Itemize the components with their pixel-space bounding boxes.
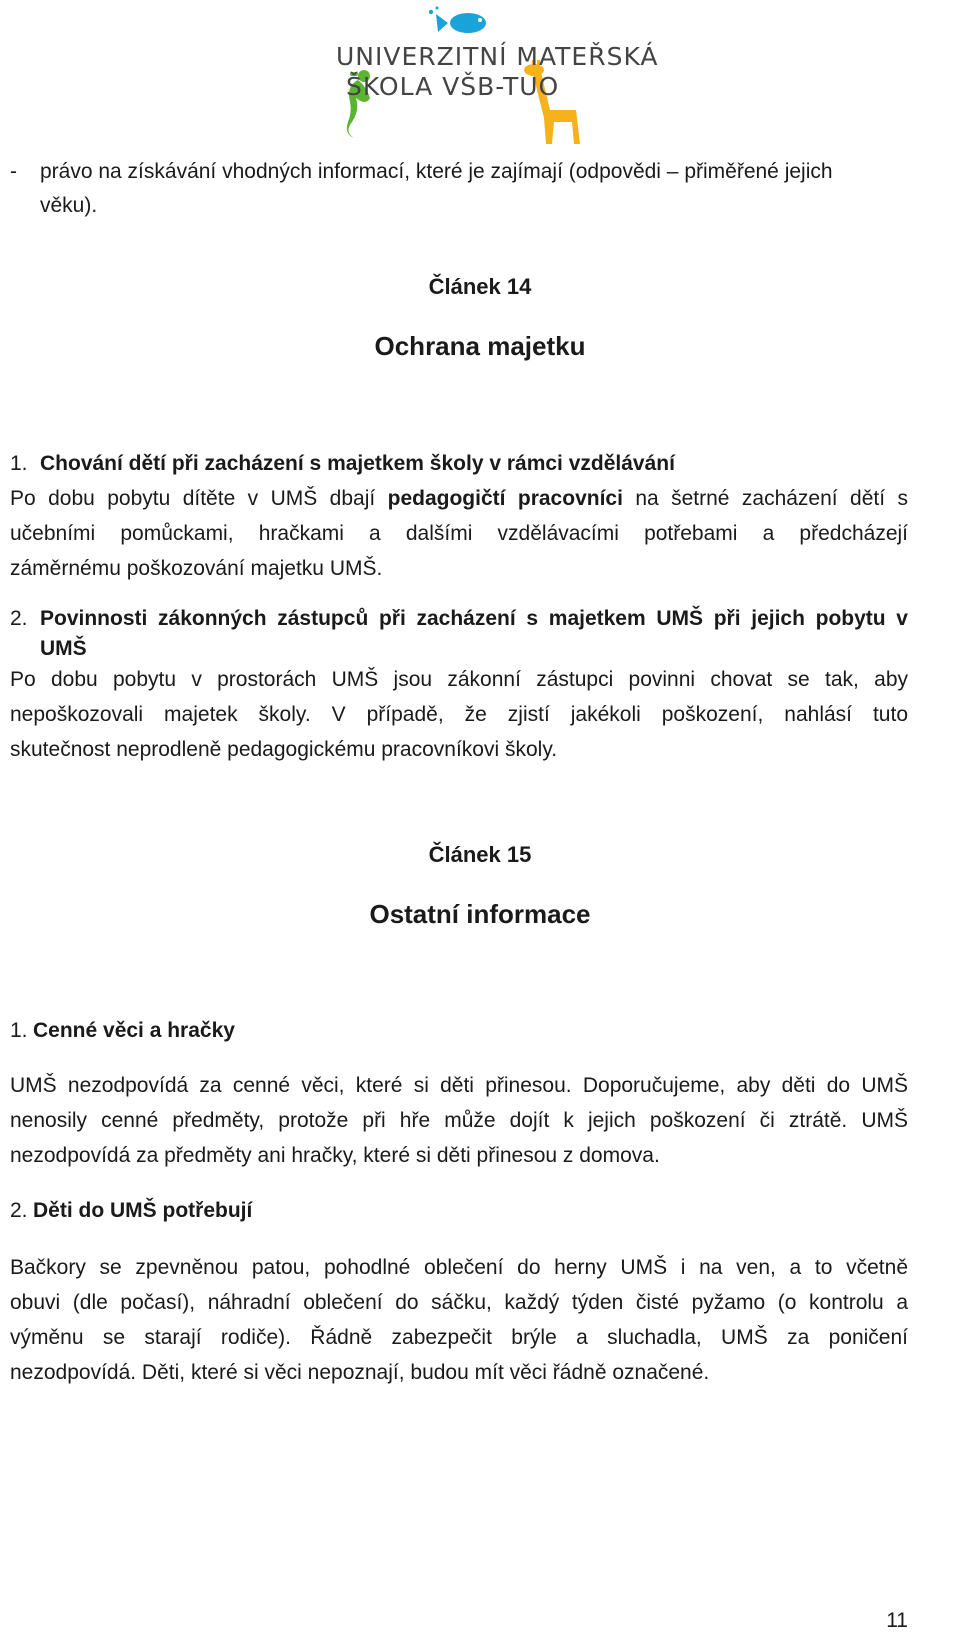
article-14-item-2-line-2: nepoškozovali majetek školy. V případě, že zjistí jakékoli poškození, nahlásí tuto [10, 703, 908, 726]
article-15-item-1-heading: Cenné věci a hračky [33, 1019, 235, 1042]
article-14-item-1-line-2: učebními pomůckami, hračkami a dalšími vzdělávacími potřebami a předcházejí [10, 522, 908, 545]
article-15-title: Ostatní informace [369, 899, 591, 929]
article-15-item-2-line-1: Bačkory se zpevněnou patou, pohodlné oblečení do herny UMŠ i na ven, a to včetně [10, 1256, 908, 1279]
intro-line-1: právo na získávání vhodných informací, které je zajímají (odpovědi – přiměřené jejich [40, 160, 833, 183]
article-15-item-2-line-2: obuvi (dle počasí), náhradní oblečení do sáčku, každý týden čisté pyžamo (o kontrolu a [10, 1291, 908, 1314]
page-number: 11 [886, 1609, 908, 1632]
intro-line-2: věku). [40, 194, 98, 217]
article-14-item-2-heading-line-1: Povinnosti zákonných zástupců při zacházení s majetkem UMŠ při jejich pobytu v [40, 607, 908, 630]
article-14-item-2-line-1: Po dobu pobytu v prostorách UMŠ jsou zákonní zástupci povinni chovat se tak, aby [10, 668, 908, 691]
article-15-item-2-line-3: výměnu se starají rodiče). Řádně zabezpečit brýle a sluchadla, UMŠ za poničení [10, 1326, 908, 1349]
article-14-item-2-heading-line-2: UMŠ [40, 637, 87, 660]
logo-text-line1: UNIVERZITNÍ MATEŘSKÁ [336, 42, 659, 71]
article-15-label: Článek 15 [428, 842, 532, 867]
fish-icon [429, 7, 486, 34]
article-15-item-1-line-1: UMŠ nezodpovídá za cenné věci, které si děti přinesou. Doporučujeme, aby děti do UMŠ [10, 1074, 908, 1097]
article-14-item-1-line-3: záměrnému poškozování majetku UMŠ. [10, 557, 383, 580]
article-14-item-1-heading: Chování dětí při zacházení s majetkem školy v rámci vzdělávání [40, 452, 675, 475]
article-14-item-2-line-3: skutečnost neprodleně pedagogickému pracovníkovi školy. [10, 738, 558, 761]
article-15-item-1-number: 1. [10, 1019, 28, 1042]
article-15-item-1-line-3: nezodpovídá za předměty ani hračky, které si děti přinesou z domova. [10, 1144, 660, 1167]
article-15-item-2-heading: Děti do UMŠ potřebují [33, 1199, 253, 1222]
article-14-label: Článek 14 [428, 274, 532, 299]
article-15-item-2-line-4: nezodpovídá. Děti, které si věci nepoznají, budou mít věci řádně označené. [10, 1361, 710, 1384]
intro-bullet-dash: - [10, 160, 17, 183]
article-14-item-1-line-1: Po dobu pobytu dítěte v UMŠ dbají pedagogičtí pracovníci na šetrné zacházení dětí s [10, 487, 908, 510]
article-14-item-2-number: 2. [10, 607, 28, 630]
article-15-item-2-number: 2. [10, 1199, 28, 1222]
logo-text-line2: ŠKOLA VŠB-TUO [346, 72, 560, 101]
article-14-title: Ochrana majetku [374, 331, 586, 361]
article-14-item-1-number: 1. [10, 452, 28, 475]
article-15-item-1-line-2: nenosily cenné předměty, protože při hře může dojít k jejich poškození či ztrátě. UMŠ [10, 1109, 908, 1132]
school-logo [336, 6, 659, 148]
